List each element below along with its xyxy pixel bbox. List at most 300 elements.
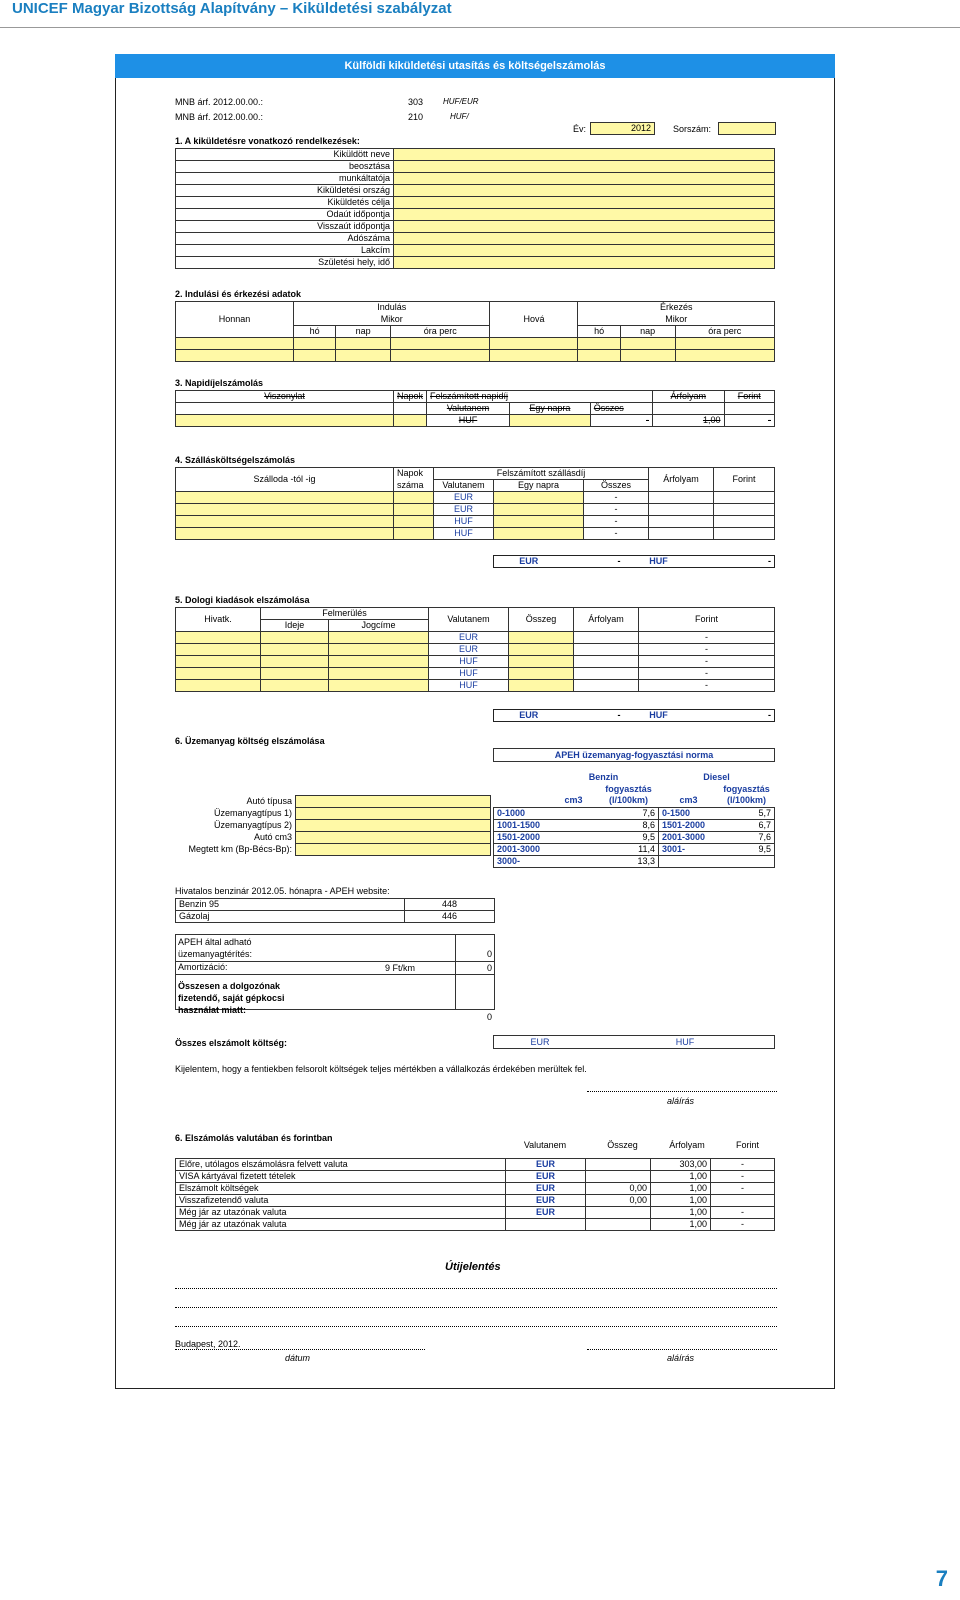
footer-budapest: Budapest, 2012. xyxy=(175,1339,241,1349)
s6-cm3-2: cm3 xyxy=(679,795,698,806)
s6-ar-title: Hivatalos benzinár 2012.05. hónapra - APEH website: xyxy=(175,886,390,896)
page-header-title: UNICEF Magyar Bizottság Alapítvány – Kiküldetési szabályzat xyxy=(12,0,452,17)
s4-sum-huf-val: - xyxy=(768,556,771,566)
s5-row xyxy=(176,668,775,680)
s7-row-label: VISA kártyával fizetett tételek xyxy=(176,1171,506,1183)
s2-oraperc2: óra perc xyxy=(675,326,775,338)
s2-honnan: Honnan xyxy=(176,302,294,338)
s5-jogcime-input[interactable] xyxy=(329,680,429,692)
s5-hivatk-input[interactable] xyxy=(176,644,261,656)
s6-diesel: Diesel xyxy=(703,771,730,782)
s5-osszeg-input[interactable] xyxy=(509,632,574,644)
s6-norma: APEH üzemanyag-fogyasztási norma xyxy=(493,748,775,762)
s2-ho1: hó xyxy=(294,326,336,338)
s4-sum-eur-val: - xyxy=(617,556,621,566)
s2-nap1: nap xyxy=(336,326,391,338)
s4-arf-val xyxy=(649,528,714,540)
s5-sum-eur: EUR xyxy=(519,710,539,720)
s5-row xyxy=(176,644,775,656)
s4-szalloda-input[interactable] xyxy=(176,516,394,528)
s7-forint: Forint xyxy=(735,1140,759,1150)
s5-osszeg-input[interactable] xyxy=(509,668,574,680)
s7-osszeg: Összeg xyxy=(607,1140,638,1150)
s7-table xyxy=(175,1158,775,1231)
s6-input[interactable] xyxy=(296,844,491,856)
s4-napok-input[interactable] xyxy=(394,528,434,540)
s3-osszes: Összes xyxy=(590,403,652,415)
s6-label-row xyxy=(175,831,295,843)
s4-forint-val xyxy=(714,528,775,540)
s2-nap2: nap xyxy=(620,326,675,338)
s5-ideje-input[interactable] xyxy=(261,656,329,668)
s6-norm-diesel-val: 9,5 xyxy=(719,843,775,855)
s7-row xyxy=(176,1183,775,1195)
s4-napok-input[interactable] xyxy=(394,504,434,516)
s1-row xyxy=(176,149,775,161)
s6-norm-benzin-range: 2001-3000 xyxy=(494,843,549,855)
s5-forint-val: - xyxy=(639,644,775,656)
s7-row-currency: EUR xyxy=(506,1183,586,1195)
s1-field-label: Kiküldetési ország xyxy=(176,185,394,197)
s6-norm-benzin-val: 7,6 xyxy=(549,807,659,819)
s5-arf-val xyxy=(574,656,639,668)
s4-row xyxy=(176,504,775,516)
rate2-unit: HUF/ xyxy=(450,112,469,121)
page-number: 7 xyxy=(935,1566,948,1591)
s1-field-input[interactable] xyxy=(394,161,775,173)
s5-sum-huf: HUF xyxy=(649,710,668,720)
s2-title: 2. Indulási és érkezési adatok xyxy=(175,289,302,299)
s3-viszonylat: Viszonylat xyxy=(176,391,394,403)
s7-row-arfolyam: 1,00 xyxy=(651,1195,711,1207)
s6-label-row xyxy=(175,807,295,819)
s6-norm-table xyxy=(493,771,775,868)
s5-sum-huf-val: - xyxy=(768,710,771,720)
s7-row-osszeg xyxy=(586,1207,651,1219)
s1-field-label: Visszaút időpontja xyxy=(176,221,394,233)
s6-label: Autó típusa xyxy=(246,795,292,806)
s5-jogcime-input[interactable] xyxy=(329,644,429,656)
s6-norm-row xyxy=(494,831,775,843)
s7-row xyxy=(176,1171,775,1183)
s3-egynapra: Egy napra xyxy=(510,403,591,415)
s2-hova: Hová xyxy=(490,302,578,338)
s7-row-label: Előre, utólagos elszámolásra felvett valuta xyxy=(176,1159,506,1171)
s4-arf-val xyxy=(649,492,714,504)
s5-arf-val xyxy=(574,680,639,692)
s3-arfolyam: Árfolyam xyxy=(653,391,724,403)
s4-egynapra-input[interactable] xyxy=(494,504,584,516)
s5-currency: HUF xyxy=(429,680,509,692)
s6-input-row xyxy=(296,808,491,820)
s7-arfolyam: Árfolyam xyxy=(669,1140,705,1150)
s4-egynapra-input[interactable] xyxy=(494,528,584,540)
s7-row-forint: - xyxy=(711,1207,775,1219)
s5-ideje-input[interactable] xyxy=(261,668,329,680)
s6-norm-benzin-val: 11,4 xyxy=(549,843,659,855)
s6-cm3-1: cm3 xyxy=(564,795,583,806)
s5-hivatk: Hivatk. xyxy=(176,608,261,632)
s6-norm-diesel-val: 7,6 xyxy=(719,831,775,843)
s2-oraperc1: óra perc xyxy=(391,326,490,338)
rate2-value: 210 xyxy=(408,112,424,122)
s4-sum xyxy=(493,555,775,568)
s5-forint-val: - xyxy=(639,656,775,668)
s7-row xyxy=(176,1159,775,1171)
ev-label: Év: xyxy=(573,124,587,134)
s6-fogy1: fogyasztás xyxy=(605,783,652,794)
s3-forint: Forint xyxy=(724,391,775,403)
s6-total-label: Összes elszámolt költség: xyxy=(175,1038,288,1048)
s6-label: Autó cm3 xyxy=(253,831,292,842)
s7-row-arfolyam: 1,00 xyxy=(651,1207,711,1219)
s7-row-forint: - xyxy=(711,1171,775,1183)
s4-title: 4. Szállásköltségelszámolás xyxy=(175,455,296,465)
s6-inputs xyxy=(295,795,491,856)
s6-input[interactable] xyxy=(296,820,491,832)
sorszam-field[interactable] xyxy=(718,122,776,135)
s7-row-forint: - xyxy=(711,1219,775,1231)
s5-arf-val xyxy=(574,632,639,644)
s1-field-input[interactable] xyxy=(394,233,775,245)
s5-table xyxy=(175,607,775,692)
s6-ossz1: Összesen a dolgozónak xyxy=(178,981,281,991)
s7-row-forint: - xyxy=(711,1183,775,1195)
s6-amort-rate: 9 Ft/km xyxy=(385,963,416,973)
s5-currency: EUR xyxy=(429,644,509,656)
s7-row-currency: EUR xyxy=(506,1159,586,1171)
s2-ho2: hó xyxy=(578,326,620,338)
s4-row xyxy=(176,516,775,528)
s6-ossz3: használat miatt: xyxy=(178,1005,247,1015)
s7-row-arfolyam: 1,00 xyxy=(651,1183,711,1195)
s1-row xyxy=(176,173,775,185)
s4-arf-val xyxy=(649,516,714,528)
s4-valutanem: Valutanem xyxy=(434,480,494,492)
s1-row xyxy=(176,161,775,173)
s6-alairas: aláírás xyxy=(667,1096,695,1106)
s1-field-input[interactable] xyxy=(394,173,775,185)
s5-hivatk-input[interactable] xyxy=(176,680,261,692)
s7-row-label: Még jár az utazónak valuta xyxy=(176,1207,506,1219)
s6-label-row xyxy=(175,795,295,807)
s4-osszes-val: - xyxy=(584,492,649,504)
s4-currency: HUF xyxy=(434,528,494,540)
s2-table xyxy=(175,301,775,362)
s6-norm-row xyxy=(494,819,775,831)
s4-table xyxy=(175,467,775,540)
s6-norm-diesel-range: 0-1500 xyxy=(659,807,719,819)
s6-input[interactable] xyxy=(296,796,491,808)
s4-arf-val xyxy=(649,504,714,516)
s5-row xyxy=(176,656,775,668)
s6-norm-row xyxy=(494,843,775,855)
s6-input-row xyxy=(296,820,491,832)
s5-currency: HUF xyxy=(429,656,509,668)
s6-label-row xyxy=(175,819,295,831)
s6-gazolaj: Gázolaj xyxy=(176,911,405,923)
s4-szalloda-input[interactable] xyxy=(176,504,394,516)
s1-field-label: Odaút időpontja xyxy=(176,209,394,221)
s5-jogcime-input[interactable] xyxy=(329,668,429,680)
s6-amort-val: 0 xyxy=(486,963,492,973)
s1-row xyxy=(176,209,775,221)
s6-norm-benzin-range: 1001-1500 xyxy=(494,819,549,831)
s7-row-currency: EUR xyxy=(506,1207,586,1219)
s1-field-label: Kiküldött neve xyxy=(176,149,394,161)
s3-huf: HUF xyxy=(427,415,510,427)
s5-row xyxy=(176,680,775,692)
s1-field-label: Születési hely, idő xyxy=(176,257,394,269)
s5-valutanem: Valutanem xyxy=(429,608,509,632)
s7-row-label: Elszámolt költségek xyxy=(176,1183,506,1195)
s5-hivatk-input[interactable] xyxy=(176,668,261,680)
form-title: Külföldi kiküldetési utasítás és költségelszámolás xyxy=(115,54,835,78)
s6-input-row xyxy=(296,796,491,808)
s6-ar-table xyxy=(175,898,495,923)
s4-szama: száma xyxy=(394,480,434,492)
rate1-value: 303 xyxy=(408,97,424,107)
s5-osszeg-input[interactable] xyxy=(509,656,574,668)
s4-egynapra-input[interactable] xyxy=(494,516,584,528)
s4-forint-val xyxy=(714,516,775,528)
s6-total-eur: EUR xyxy=(530,1037,550,1047)
s4-szalloda: Szálloda -tól -ig xyxy=(176,468,394,492)
s1-field-label: beosztása xyxy=(176,161,394,173)
s7-row-arfolyam: 303,00 xyxy=(651,1159,711,1171)
s1-field-input[interactable] xyxy=(394,149,775,161)
s6-norm-diesel-val: 5,7 xyxy=(719,807,775,819)
s6-input-row xyxy=(296,832,491,844)
s5-ideje-input[interactable] xyxy=(261,680,329,692)
s4-sum-eur: EUR xyxy=(519,556,539,566)
s7-row-forint: - xyxy=(711,1159,775,1171)
s1-field-label: Adószáma xyxy=(176,233,394,245)
s5-jogcime-input[interactable] xyxy=(329,632,429,644)
s6-ossz2: fizetendő, saját gépkocsi xyxy=(178,993,285,1003)
s1-field-input[interactable] xyxy=(394,257,775,269)
s2-mikor2: Mikor xyxy=(578,314,775,326)
s7-row xyxy=(176,1207,775,1219)
s7-row-arfolyam: 1,00 xyxy=(651,1171,711,1183)
s6-total-huf: HUF xyxy=(675,1037,695,1047)
s1-field-input[interactable] xyxy=(394,245,775,257)
s6-kijelentem: Kijelentem, hogy a fentiekben felsorolt költségek teljes mértékben a vállalkozás érdekében merültek fel. xyxy=(175,1064,587,1074)
s4-szalloda-input[interactable] xyxy=(176,528,394,540)
s4-osszes-val: - xyxy=(584,504,649,516)
s6-norm-diesel-val xyxy=(719,855,775,867)
s5-ideje-input[interactable] xyxy=(261,644,329,656)
s6-labels xyxy=(175,795,295,855)
s3-title: 3. Napidíjelszámolás xyxy=(175,378,264,388)
rate2-label: MNB árf. 2012.00.00.: xyxy=(175,112,264,122)
s1-field-label: Kiküldetés célja xyxy=(176,197,394,209)
s7-valutanem: Valutanem xyxy=(523,1140,567,1150)
s4-szalloda-input[interactable] xyxy=(176,492,394,504)
s4-sum-huf: HUF xyxy=(649,556,668,566)
s1-row xyxy=(176,221,775,233)
s7-row-label: Még jár az utazónak valuta xyxy=(176,1219,506,1231)
s4-felsz: Felszámított szállásdíj xyxy=(434,468,649,480)
s5-ideje: Ideje xyxy=(261,620,329,632)
s4-row xyxy=(176,528,775,540)
s6-title: 6. Üzemanyag költség elszámolása xyxy=(175,736,325,746)
s2-erkezes: Érkezés xyxy=(578,302,775,314)
s7-row-osszeg: 0,00 xyxy=(586,1195,651,1207)
s4-osszes-val: - xyxy=(584,528,649,540)
s6-norm-row xyxy=(494,807,775,819)
s7-row-arfolyam: 1,00 xyxy=(651,1219,711,1231)
s6-norm-benzin-range: 0-1000 xyxy=(494,807,549,819)
s1-field-input[interactable] xyxy=(394,197,775,209)
s1-row xyxy=(176,185,775,197)
rate1-label: MNB árf. 2012.00.00.: xyxy=(175,97,264,107)
s5-osszeg-input[interactable] xyxy=(509,644,574,656)
s3-forint-val: - xyxy=(724,415,775,427)
s7-row-label: Visszafizetendő valuta xyxy=(176,1195,506,1207)
s5-jogcime: Jogcíme xyxy=(329,620,429,632)
s6-benzin: Benzin xyxy=(588,771,619,782)
s1-row xyxy=(176,233,775,245)
s1-table xyxy=(175,148,775,269)
s4-napok-input[interactable] xyxy=(394,516,434,528)
s7-row-currency: EUR xyxy=(506,1195,586,1207)
s5-osszeg-input[interactable] xyxy=(509,680,574,692)
s6-gazolaj-val: 446 xyxy=(405,911,495,923)
utijelentes-title: Útijelentés xyxy=(445,1261,501,1273)
s6-label: Megtett km (Bp-Bécs-Bp): xyxy=(188,843,292,854)
ev-field[interactable]: 2012 xyxy=(590,122,655,135)
s4-egynapra: Egy napra xyxy=(494,480,584,492)
s5-row xyxy=(176,632,775,644)
s5-forint-val: - xyxy=(639,680,775,692)
s5-jogcime-input[interactable] xyxy=(329,656,429,668)
footer-alairas: aláírás xyxy=(667,1353,695,1363)
s6-norm-benzin-range: 3000- xyxy=(494,855,549,867)
s5-arfolyam: Árfolyam xyxy=(574,608,639,632)
s5-title: 5. Dologi kiadások elszámolása xyxy=(175,595,310,605)
s3-felsz: Felszámított napidíj xyxy=(427,391,653,403)
s6-amort: Amortizáció: xyxy=(178,962,228,972)
s1-field-input[interactable] xyxy=(394,209,775,221)
s7-title: 6. Elszámolás valutában és forintban xyxy=(175,1133,333,1143)
s6-label: Üzemanyagtípus 1) xyxy=(213,807,292,818)
s1-field-input[interactable] xyxy=(394,221,775,233)
s5-forint-val: - xyxy=(639,632,775,644)
s7-row-osszeg xyxy=(586,1219,651,1231)
s4-napok: Napok xyxy=(394,468,434,480)
s6-norm-diesel-range xyxy=(659,855,719,867)
s6-l100-2: (l/100km) xyxy=(726,795,767,806)
header-divider xyxy=(0,27,960,28)
s6-norm-diesel-range: 2001-3000 xyxy=(659,831,719,843)
s5-currency: HUF xyxy=(429,668,509,680)
s6-norm-diesel-range: 1501-2000 xyxy=(659,819,719,831)
s6-benzin95: Benzin 95 xyxy=(176,899,405,911)
s1-row xyxy=(176,245,775,257)
s5-sum-eur-val: - xyxy=(617,710,621,720)
s6-norm-benzin-range: 1501-2000 xyxy=(494,831,549,843)
s7-row xyxy=(176,1195,775,1207)
s3-table xyxy=(175,390,775,427)
s6-norm-benzin-val: 9,5 xyxy=(549,831,659,843)
s6-norm-benzin-val: 8,6 xyxy=(549,819,659,831)
s6-norm-benzin-val: 13,3 xyxy=(549,855,659,867)
s6-apeh1: APEH által adható xyxy=(178,937,252,947)
s4-currency: EUR xyxy=(434,492,494,504)
s1-field-label: munkáltatója xyxy=(176,173,394,185)
s1-title: 1. A kiküldetésre vonatkozó rendelkezések: xyxy=(175,136,360,146)
s7-row-currency: EUR xyxy=(506,1171,586,1183)
s5-forint: Forint xyxy=(639,608,775,632)
s6-benzin95-val: 448 xyxy=(405,899,495,911)
s6-label-row xyxy=(175,843,295,855)
s5-arf-val xyxy=(574,668,639,680)
s5-currency: EUR xyxy=(429,632,509,644)
s4-currency: EUR xyxy=(434,504,494,516)
s4-forint-val xyxy=(714,504,775,516)
s5-hivatk-input[interactable] xyxy=(176,656,261,668)
s5-ideje-input[interactable] xyxy=(261,632,329,644)
s1-field-input[interactable] xyxy=(394,185,775,197)
s5-sum xyxy=(493,709,775,722)
s4-osszes-val: - xyxy=(584,516,649,528)
s6-input[interactable] xyxy=(296,832,491,844)
s7-row-osszeg xyxy=(586,1171,651,1183)
s7-row-osszeg xyxy=(586,1159,651,1171)
s4-forint: Forint xyxy=(714,468,775,492)
s5-felmerules: Felmerülés xyxy=(261,608,429,620)
s2-indulas: Indulás xyxy=(294,302,490,314)
sorszam-label: Sorszám: xyxy=(673,124,712,134)
s6-l100-1: (l/100km) xyxy=(608,795,649,806)
s5-osszeg: Összeg xyxy=(509,608,574,632)
s3-napok: Napok xyxy=(394,391,427,403)
s4-egynapra-input[interactable] xyxy=(494,492,584,504)
s5-arf-val xyxy=(574,644,639,656)
s5-forint-val: - xyxy=(639,668,775,680)
s6-apeh-val: 0 xyxy=(486,949,492,959)
s7-row-forint xyxy=(711,1195,775,1207)
s1-row xyxy=(176,257,775,269)
s3-rate: 1,00 xyxy=(653,415,724,427)
s4-napok-input[interactable] xyxy=(394,492,434,504)
s5-hivatk-input[interactable] xyxy=(176,632,261,644)
s3-valutanem: Valutanem xyxy=(427,403,510,415)
s1-row xyxy=(176,197,775,209)
s6-input[interactable] xyxy=(296,808,491,820)
s6-label: Üzemanyagtípus 2) xyxy=(213,819,292,830)
s6-input-row xyxy=(296,844,491,856)
s4-osszes: Összes xyxy=(584,480,649,492)
s7-row xyxy=(176,1219,775,1231)
footer-datum: dátum xyxy=(285,1353,311,1363)
s6-norm-diesel-val: 6,7 xyxy=(719,819,775,831)
rate1-unit: HUF/EUR xyxy=(443,97,479,106)
s1-field-label: Lakcím xyxy=(176,245,394,257)
s6-norm-row xyxy=(494,855,775,867)
s2-mikor1: Mikor xyxy=(294,314,490,326)
s7-row-osszeg: 0,00 xyxy=(586,1183,651,1195)
s3-osszes-val: - xyxy=(590,415,652,427)
s6-ossz-val: 0 xyxy=(486,1012,492,1022)
s6-norm-diesel-range: 3001- xyxy=(659,843,719,855)
s4-forint-val xyxy=(714,492,775,504)
s6-fogy2: fogyasztás xyxy=(723,783,770,794)
s4-currency: HUF xyxy=(434,516,494,528)
s4-arfolyam: Árfolyam xyxy=(649,468,714,492)
s4-row xyxy=(176,492,775,504)
